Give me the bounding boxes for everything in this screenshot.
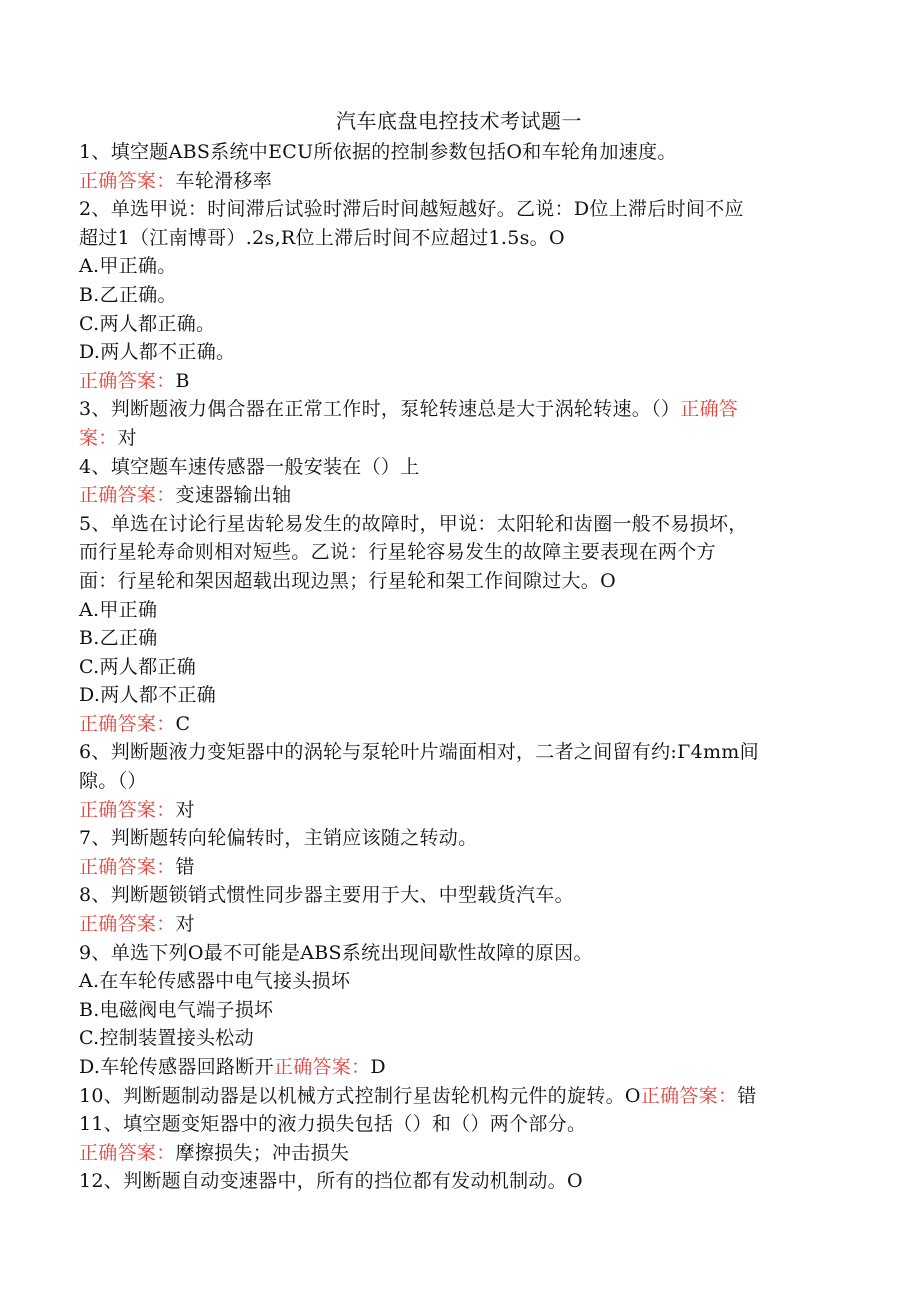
answer-6	[79, 796, 839, 825]
answer-label: 正确答案：	[79, 855, 176, 878]
answer-label: 正确答案：	[79, 913, 176, 936]
document-page	[79, 106, 839, 1196]
question-2-line-1: 2、单选甲说：时间滞后试验时滞后时间越短越好。乙说：D位上滞后时间不应	[79, 198, 744, 221]
question-6-line-1: 6、判断题液力变矩器中的涡轮与泵轮叶片端面相对，二者之间留有约:Γ4mm间	[79, 741, 759, 764]
question-6-line-2: 隙。（）	[79, 770, 147, 793]
answer-4	[79, 481, 839, 510]
answer-1	[79, 167, 839, 196]
question-11: 11、填空题变矩器中的液力损失包括（）和（）两个部分。	[79, 1113, 587, 1136]
answer-label: 正确答案：	[79, 169, 176, 192]
answer-value: B	[175, 369, 190, 392]
answer-label: 正确答案：	[79, 712, 176, 735]
option-d-with-answer	[79, 1053, 839, 1082]
answer-5	[79, 710, 839, 739]
question-7: 7、判断题转向轮偏转时，主销应该随之转动。	[79, 827, 478, 850]
question-5-line-2: 而行星轮寿命则相对短些。乙说：行星轮容易发生的故障主要表现在两个方	[79, 541, 716, 564]
option-c: C.两人都正确。	[79, 312, 216, 335]
question-1: 1、填空题ABS系统中ECU所依据的控制参数包括O和车轮角加速度。	[79, 141, 677, 163]
answer-value: 车轮滑移率	[175, 169, 273, 192]
answer-value: 对	[175, 798, 195, 821]
option-c: C.两人都正确	[79, 655, 197, 678]
answer-value: 摩擦损失；冲击损失	[175, 1141, 350, 1164]
question-9: 9、单选下列O最不可能是ABS系统出现间歇性故障的原因。	[79, 941, 593, 964]
question-3-text: 3、判断题液力偶合器在正常工作时，泵轮转速总是大于涡轮转速。（）	[79, 398, 681, 421]
answer-11	[79, 1139, 839, 1168]
question-10-text: 10、判断题制动器是以机械方式控制行星齿轮机构元件的旋转。O	[79, 1084, 641, 1107]
answer-value: 对	[175, 913, 195, 936]
answer-label: 正确答案：	[640, 1084, 738, 1107]
option-a: A.甲正确。	[79, 255, 177, 278]
answer-value: 错	[175, 855, 195, 878]
answer-3	[79, 424, 839, 453]
option-d: D.车轮传感器回路断开	[79, 1056, 274, 1078]
question-10	[79, 1082, 839, 1111]
page-title: 汽车底盘电控技术考试题一	[336, 109, 582, 133]
answer-value: 对	[117, 426, 137, 449]
answer-label: 正确答案：	[79, 484, 176, 507]
question-2-line-2: 超过1（江南博哥）.2s,R位上滞后时间不应超过1.5s。O	[79, 226, 565, 249]
answer-value: C	[175, 712, 191, 735]
answer-7	[79, 853, 839, 882]
option-a: A.甲正确	[79, 598, 158, 621]
question-5-line-3: 面：行星轮和架因超载出现边黑；行星轮和架工作间隙过大。O	[79, 569, 616, 592]
answer-label: 正确答案：	[273, 1056, 371, 1078]
answer-label: 正确答案：	[79, 369, 176, 392]
option-d: D.两人都不正确。	[79, 341, 236, 364]
question-5-line-1: 5、单选在讨论行星齿轮易发生的故障时，甲说：太阳轮和齿圈一般不易损坏，	[79, 512, 748, 535]
answer-label: 正确答	[680, 398, 739, 421]
answer-value: 变速器输出轴	[175, 484, 292, 507]
question-3-line-1	[79, 395, 839, 424]
question-4: 4、填空题车速传感器一般安装在（）上	[79, 455, 420, 478]
option-b: B.乙正确	[79, 627, 158, 650]
option-b: B.乙正确。	[79, 283, 177, 306]
option-a: A.在车轮传感器中电气接头损坏	[79, 970, 351, 993]
answer-value: 错	[737, 1084, 757, 1107]
answer-label: 正确答案：	[79, 798, 176, 821]
option-c: C.控制装置接头松动	[79, 1027, 254, 1050]
answer-value: D	[370, 1056, 386, 1078]
answer-8	[79, 910, 839, 939]
answer-label: 案：	[79, 426, 118, 449]
option-d: D.两人都不正确	[79, 684, 216, 707]
answer-label: 正确答案：	[79, 1141, 176, 1164]
question-12: 12、判断题自动变速器中，所有的挡位都有发动机制动。O	[79, 1170, 583, 1193]
question-8: 8、判断题锁销式惯性同步器主要用于大、中型载货汽车。	[79, 884, 574, 907]
answer-2	[79, 367, 839, 396]
option-b: B.电磁阀电气端子损坏	[79, 998, 274, 1021]
